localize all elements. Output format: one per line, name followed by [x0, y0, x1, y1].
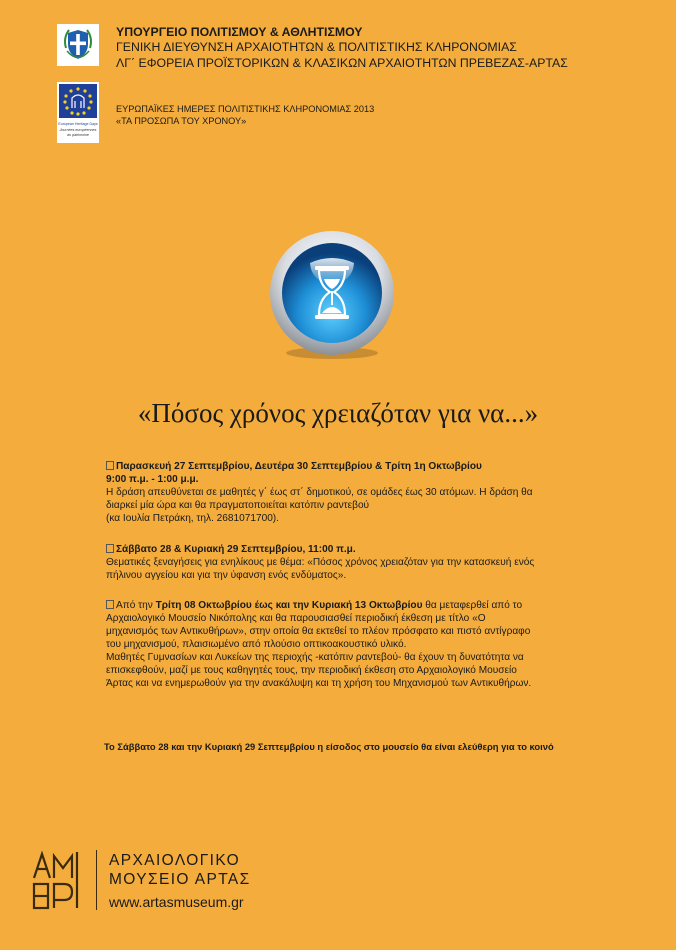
block1-heading: Παρασκευή 27 Σεπτεμβρίου, Δευτέρα 30 Σεπτεμβρίου & Τρίτη 1η Οκτωβρίου: [116, 461, 482, 472]
bullet-icon: [106, 461, 114, 470]
museum-name-line1: ΑΡΧΑΙΟΛΟΓΙΚΟ: [109, 852, 241, 869]
block3-intro: Από την: [116, 600, 156, 611]
block3-line2: Αρχαιολογικό Μουσείο Νικόπολης και θα παρουσιασθεί περιοδική έκθεση με τίτλο «Ο: [106, 613, 486, 624]
block3-line5: Μαθητές Γυμνασίων και Λυκείων της περιοχής -κατόπιν ραντεβού- θα έχουν τη δυνατότητα να: [106, 652, 524, 663]
block3-line3: μηχανισμός των Αντικυθήρων», στην οποία θα εκτεθεί το πλέον πρόσφατο και πιστό αντίγραφο: [106, 626, 531, 637]
free-entry-notice: Το Σάββατο 28 και την Κυριακή 29 Σεπτεμβρίου η είσοδος στο μουσείο θα είναι ελεύθερη για το κοινό: [104, 741, 554, 752]
greek-state-emblem: [57, 24, 99, 66]
block3-line4: του μηχανισμού, πλαισιωμένο από πλούσιο οπτικοακουστικό υλικό.: [106, 639, 407, 650]
eu-logo-label-3: du patrimoine: [67, 133, 89, 137]
block2-heading: Σάββατο 28 & Κυριακή 29 Σεπτεμβρίου, 11:00 π.μ.: [116, 544, 356, 555]
block1-line3: (κα Ιουλία Πετράκη, τηλ. 2681071700).: [106, 513, 279, 524]
ephorate-name: ΛΓ΄ ΕΦΟΡΕΙΑ ΠΡΟΪΣΤΟΡΙΚΩΝ & ΚΛΑΣΙΚΩΝ ΑΡΧΑΙΟΤΗΤΩΝ ΠΡΕΒΕΖΑΣ-ΑΡΤΑΣ: [116, 56, 568, 70]
event-name: ΕΥΡΩΠΑΪΚΕΣ ΗΜΕΡΕΣ ΠΟΛΙΤΙΣΤΙΚΗΣ ΚΛΗΡΟΝΟΜΙΑΣ 2013: [116, 104, 375, 114]
block2-line1: Θεματικές ξεναγήσεις για ενηλίκους με θέμα: «Πόσος χρόνος χρειαζόταν για την κατασκευή ενός: [106, 557, 535, 568]
bullet-icon: [106, 600, 114, 609]
block1-line2: διαρκεί μία ώρα και θα πραγματοποιείται κατόπιν ραντεβού: [106, 500, 370, 511]
block1-line1: Η δράση απευθύνεται σε μαθητές γ΄ έως στ΄ δημοτικού, σε ομάδες έως 30 ατόμων. Η δράση θα: [106, 487, 533, 498]
block3-line7: Άρτας και να ενημερωθούν για την ανακάλυψη και τη χρήση του Μηχανισμού των Αντικυθήρων.: [106, 678, 532, 689]
block2-line2: πήλινου αγγείου και για την ύφανση ενός ενδύματος».: [106, 570, 347, 581]
schedule-block-3: [106, 599, 531, 690]
museum-monogram-logo: [30, 848, 84, 914]
schedule-block-1: [106, 460, 533, 525]
block3-line6: επισκεφθούν, μαζί με τους καθηγητές τους, την περιοδική έκθεση στο Αρχαιολογικό Μουσείο: [106, 665, 517, 676]
museum-website-link[interactable]: www.artasmuseum.gr: [109, 894, 244, 910]
page-title: «Πόσος χρόνος χρειαζόταν για να...»: [137, 398, 539, 428]
eu-logo-label-2: Journées européennes: [59, 128, 97, 132]
block1-time: 9:00 π.μ. - 1:00 μ.μ.: [106, 474, 199, 485]
directorate-name: ΓΕΝΙΚΗ ΔΙΕΥΘΥΝΣΗ ΑΡΧΑΙΟΤΗΤΩΝ & ΠΟΛΙΤΙΣΤΙΚΗΣ ΚΛΗΡΟΝΟΜΙΑΣ: [116, 40, 517, 54]
footer-divider: [96, 850, 97, 910]
ministry-name: ΥΠΟΥΡΓΕΙΟ ΠΟΛΙΤΙΣΜΟΥ & ΑΘΛΗΤΙΣΜΟΥ: [116, 25, 363, 39]
museum-name-line2: ΜΟΥΣΕΙΟ ΑΡΤΑΣ: [109, 871, 251, 888]
block3-line1-rest: θα μεταφερθεί από το: [422, 600, 523, 611]
event-theme: «ΤΑ ΠΡΟΣΩΠΑ ΤΟΥ ΧΡΟΝΟΥ»: [116, 116, 247, 126]
schedule-block-2: [106, 543, 534, 582]
hourglass-icon: [265, 229, 399, 363]
bullet-icon: [106, 544, 114, 553]
block3-dates: Τρίτη 08 Οκτωβρίου έως και την Κυριακή 13 Οκτωβρίου: [155, 600, 423, 611]
eu-logo-label-1: European Heritage Days: [58, 122, 98, 126]
european-heritage-days-logo: [57, 82, 99, 143]
